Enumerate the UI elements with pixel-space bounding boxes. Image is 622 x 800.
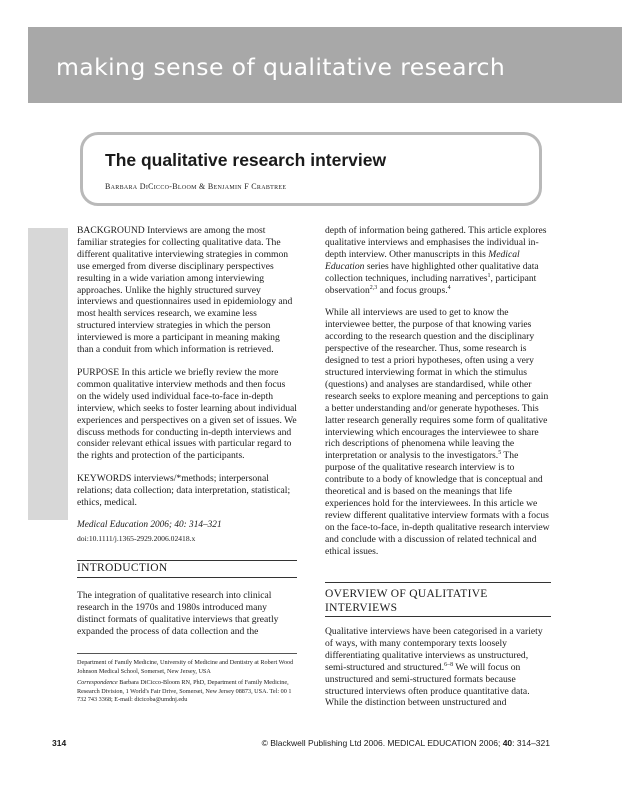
p1-series-name: Medical Education — [325, 248, 520, 272]
purpose-label: PURPOSE — [77, 366, 120, 378]
keywords-text: interviews/*methods; interpersonal relations; data collection; data interpretation, statistical; ethics, medical. — [77, 473, 291, 509]
overview-rule-bottom — [325, 616, 551, 617]
overview-rule-top — [325, 582, 551, 583]
ref-investigators[interactable]: 5 — [498, 450, 502, 457]
abstract-purpose — [77, 367, 297, 462]
footer-copyright: © Blackwell Publishing Ltd 2006. MEDICAL EDUCATION 2006; — [261, 738, 501, 748]
abstract — [77, 225, 297, 545]
correspondence-text: Barbara DiCicco-Bloom RN, PhD, Department of Family Medicine, Research Division, 1 World's Fair Drive, Somerset, New Jersey 08873, USA. Tel: 00 1 732 743 3368; E-mail: dicicoba@umdnj.edu — [77, 679, 292, 703]
background-label: BACKGROUND — [77, 225, 145, 236]
series-title: making sense of qualitative research — [56, 53, 506, 81]
p1-text-c: , participant observation — [325, 272, 537, 296]
ref-narratives[interactable]: 1 — [487, 272, 491, 279]
correspondence-label: Correspondence — [77, 679, 118, 686]
page-footer — [262, 738, 550, 748]
keywords-label: KEYWORDS — [77, 473, 132, 485]
abstract-keywords — [77, 473, 297, 509]
right-column — [325, 225, 551, 568]
intro-rule-bottom — [77, 577, 297, 578]
page-number: 314 — [52, 738, 67, 748]
journal-citation: Medical Education 2006; 40: 314–321 — [77, 519, 222, 530]
introduction-text: The integration of qualitative research into clinical research in the 1970s and 1980s introduced many distinct formats of qualitative interviews that greatly expanded the process of data collection and the — [77, 590, 279, 637]
p2-text-a: While all interviews are used to get to know the interviewee better, the purpose of that knowing varies according to the research question and the disciplinary perspective of the researcher. Thus, some research is designed to test a priori hypotheses, often using a very structured interviewing format in which the stimulus (questions) and analyses are standardised, while other research seeks to explore meaning and perceptions to gain a better understanding and/or generate hypotheses. This latter research generally requires some form of qualitative interviewing which encourages the interviewee to share rich descriptions of phenomena while leaving the interpretation or analysis to the investigators. — [325, 307, 549, 462]
right-paragraph-2 — [325, 307, 551, 557]
intro-rule-top — [77, 560, 297, 561]
footnote-rule — [77, 653, 297, 654]
background-text: Interviews are among the most familiar strategies for collecting qualitative data. The different qualitative interviewing strategies in common use emerged from diverse disciplinary perspectives resulting in a wide variation among interviewing approaches. Unlike the highly structured survey interviews and questionnaires used in epidemiology and most health services research, we examine less structured interview strategies in which the person interviewed is more a participant in meaning making than a conduit from which information is retrieved. — [77, 225, 293, 356]
affiliation-footnote: Department of Family Medicine, University of Medicine and Dentistry at Robert Wood Johnson Medical School, Somerset, New Jersey, USA — [77, 659, 294, 675]
overview-text-b: We will focus on unstructured and semi-structured formats because structured interviews often produce quantitative data. While the distinction between unstructured and — [325, 661, 530, 709]
correspondence-footnote — [77, 679, 297, 705]
abstract-background — [77, 225, 297, 356]
overview-heading: OVERVIEW OF QUALITATIVE INTERVIEWS — [325, 588, 488, 614]
ref-interview-types[interactable]: 6–8 — [444, 661, 454, 668]
overview-text-a: Qualitative interviews have been categorised in a variety of ways, with many contemporary texts loosely differentiating qualitative interviews as unstructured, semi-structured and structured. — [325, 626, 543, 673]
p1-text-b: series have highlighted other qualitative data collection techniques, including narratives — [325, 260, 539, 284]
purpose-text: In this article we briefly review the more common qualitative interview methods and then focus on the widely used individual face-to-face in-depth interview, which seeks to foster learning about individual experiences and perspectives on a given set of issues. We discuss methods for conducting in-depth interviews and consider relevant ethical issues with particular regard to the rights and protection of the participants. — [77, 366, 297, 462]
p1-text-a: depth of information being gathered. This article explores qualitative interviews and emphasises the individual in-depth interview. Other manuscripts in this — [325, 225, 547, 260]
p2-text-b: The purpose of the qualitative research interview is to contribute to a body of knowledge that is conceptual and theoretical and is based on the meanings that life experiences hold for the interviewees. In this article we review different qualitative interview formats with a focus on the face-to-face, in-depth qualitative research interview and conclude with a discussion of related technical and ethical issues. — [325, 450, 550, 557]
footer-pages: : 314–321 — [512, 738, 550, 748]
doi[interactable]: doi:10.1111/j.1365-2929.2006.02418.x — [77, 533, 196, 543]
footer-volume: 40 — [502, 738, 513, 748]
article-authors: Barbara DiCicco-Bloom & Benjamin F Crabtree — [105, 182, 287, 191]
ref-focus-groups[interactable]: 4 — [447, 284, 451, 291]
right-paragraph-1 — [325, 225, 551, 296]
article-title: The qualitative research interview — [105, 150, 387, 170]
abstract-sidebar-bar — [28, 228, 68, 520]
introduction-heading: INTRODUCTION — [77, 562, 168, 574]
p1-text-d: and focus groups. — [377, 284, 448, 296]
overview-text — [325, 626, 551, 709]
ref-participant-observation[interactable]: 2,3 — [369, 284, 378, 291]
